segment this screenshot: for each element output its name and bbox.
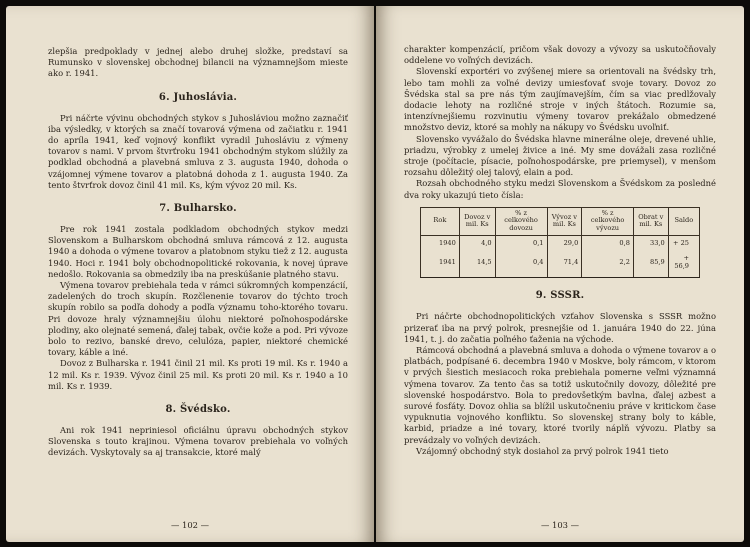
section-heading-sssr: 9. SSSR.: [535, 290, 585, 302]
paragraph: Vzájomný obchodný styk dosiahol za prvý polrok 1941 tieto: [416, 445, 669, 456]
section-heading-juhoslavia: 6. Juhoslávia.: [158, 91, 238, 103]
table-cell: 4,0: [459, 235, 495, 251]
table-cell: 33,0: [633, 235, 668, 251]
table-cell: 1940: [421, 235, 460, 251]
paragraph: charakter kompenzácií, pričom však dovozy a vývozy sa uskutočňovaly oddelene vo voľných devizách.: [404, 44, 716, 66]
table-cell: + 56,9: [668, 251, 699, 278]
column-header: Saldo: [668, 207, 699, 235]
section-heading-svedsko: 8. Švédsko.: [165, 404, 231, 416]
paragraph: Rozsah obchodného styku medzi Slovenskom a Švédskom za posledné dva roky ukazujú tieto čísla:: [404, 178, 716, 200]
left-page: [6, 6, 374, 542]
page-number: — 102 —: [170, 520, 210, 530]
paragraph: Ani rok 1941 nepriniesol oficiálnu úpravu obchodných stykov Slovenska s touto krajinou. Výmena tovarov prebiehala vo voľných devizách. Vyskytovaly sa aj transakcie, ktoré malý: [48, 425, 348, 458]
paragraph: Pri náčrte obchodnopolitických vzťahov Slovenska s SSSR možno prizerať iba na prvý polrok, presnejšie od 1. januára 1940 do 22. júna 1941, t. j. do začatia poľného ťaženia na východe.: [404, 311, 716, 344]
left-page-content: [48, 46, 348, 459]
table-cell: 71,4: [547, 251, 582, 278]
right-page: [376, 6, 744, 542]
table-cell: 29,0: [547, 235, 582, 251]
table-cell: 85,9: [633, 251, 668, 278]
column-header: Rok: [421, 207, 460, 235]
table-cell: 1941: [421, 251, 460, 278]
column-header: Obrat v mil. Ks: [633, 207, 668, 235]
page-number: — 103 —: [540, 520, 580, 530]
paragraph: Slovensko vyvážalo do Švédska hlavne minerálne oleje, drevené uhlie, priadzu, výrobky z umelej živice a iné. My sme dovážali zasa rozličné stroje (počítacie, písacie, poľnohospodárske, pre priemysel), v menšom rozsahu dôležitý olej talový, elain a pod.: [404, 133, 716, 178]
intro-paragraph: zlepšia predpoklady v jednej alebo druhej složke, predstaví sa Rumunsko v slovenskej obchodnej bilancii na významnejšom mieste ako r. 1941.: [48, 46, 348, 79]
paragraph: Dovoz z Bulharska r. 1941 činil 21 mil. Ks proti 19 mil. Ks r. 1940 a 12 mil. Ks r. 1939. Vývoz činil 25 mil. Ks proti 20 mil. Ks r. 1940 a 10 mil. Ks r. 1939.: [48, 358, 348, 391]
table-cell: 14,5: [459, 251, 495, 278]
table-row: [421, 251, 700, 278]
trade-table: [420, 207, 700, 279]
table-header-row: [421, 207, 700, 235]
column-header: Dovoz v mil. Ks: [459, 207, 495, 235]
table-cell: 0,1: [495, 235, 547, 251]
table-cell: 0,4: [495, 251, 547, 278]
column-header: % z celkového vývozu: [582, 207, 634, 235]
paragraph: Slovenskí exportéri vo zvýšenej miere sa orientovali na švédsky trh, lebo tam mohli za voľné devizy umiesťovať svoje tovary. Dovoz zo Švédska stal sa pre nás tým zaujímavejším, čím sa viac predlžovaly dodacie lehoty na rozličné stroje v iných štátoch. Rozumie sa, intenzívnejšiemu rozvinutiu výmeny tovarov prekážalo obmedzené množstvo deviz, ktoré sa mohly na nákupy vo Švédsku uvoľniť.: [404, 66, 716, 133]
paragraph: Pre rok 1941 zostala podkladom obchodných stykov medzi Slovenskom a Bulharskom obchodná smluva rámcová z 12. augusta 1940 a dohoda o výmene tovarov a platobnom styku tiež z 12. augusta 1940. Hoci r. 1941 boly obchodnopolitické rokovania, k novej úprave nedošlo. Rokovania sa obmedzily iba na preskúšanie platného stavu.: [48, 224, 348, 279]
paragraph: Pri náčrte vývinu obchodných stykov s Juhosláviou možno zaznačiť iba výsledky, v ktorých sa značí tovarová výmena od začiatku r. 1941 do apríla 1941, keď vojnový konflikt vyradil Juhosláviu z výmeny tovarov s nami. V prvom štvrťroku 1941 obchodným stykom slúžily za podklad obchodná a plavebná smluva z 3. augusta 1940, dohoda o vzájomnej výmene tovarov a platobná dohoda z 1. augusta 1940. Za tento štvrťrok dovoz činil 41 mil. Ks, kým vývoz 20 mil. Ks.: [48, 112, 348, 190]
paragraph: Rámcová obchodná a plavebná smluva a dohoda o výmene tovarov a o platbách, podpísané 6. decembra 1940 v Moskve, boly rámcom, v ktorom v prvých šiestich mesiacoch roka prebiehala pomerne veľmi významná výmena tovarov. Za tento čas sa totiž uskutočnily dovozy, dôležité pre slovenské hospodárstvo. Bola to predovšetkým bavlna, ďalej azbest a surové fosfáty. Dovoz ohlia sa blížil uskutočneniu práve v kritickom čase vypuknutia vojnového konfliktu. So slovenskej strany boly to káble, karbid, priadze a iné tovary, ktoré tvorily náplň vývozu. Platby sa prevádzaly vo voľných devizách.: [404, 345, 716, 445]
table-cell: + 25: [668, 235, 699, 251]
column-header: % z celkového dovozu: [495, 207, 547, 235]
table-cell: 0,8: [582, 235, 634, 251]
paragraph: Výmena tovarov prebiehala teda v rámci súkromných kompenzácií, zadelených do troch skupín. Rozčlenenie tovarov do týchto troch skupín robilo sa podľa dohody a podľa významu toho-ktorého tovaru. Pri dovoze hraly významnejšiu úlohu niektoré poľnohospodárske plodiny, ako olejnaté semená, ďalej tabak, ovčie kože a pod. Pri vývoze bolo to rezivo, banské drevo, celulóza, papier, niektoré chemické tovary, káble a iné.: [48, 280, 348, 358]
right-page-content: [404, 44, 716, 457]
section-heading-bulharsko: 7. Bulharsko.: [159, 203, 237, 215]
column-header: Vývoz v mil. Ks: [547, 207, 582, 235]
table-cell: 2,2: [582, 251, 634, 278]
table-row: [421, 235, 700, 251]
